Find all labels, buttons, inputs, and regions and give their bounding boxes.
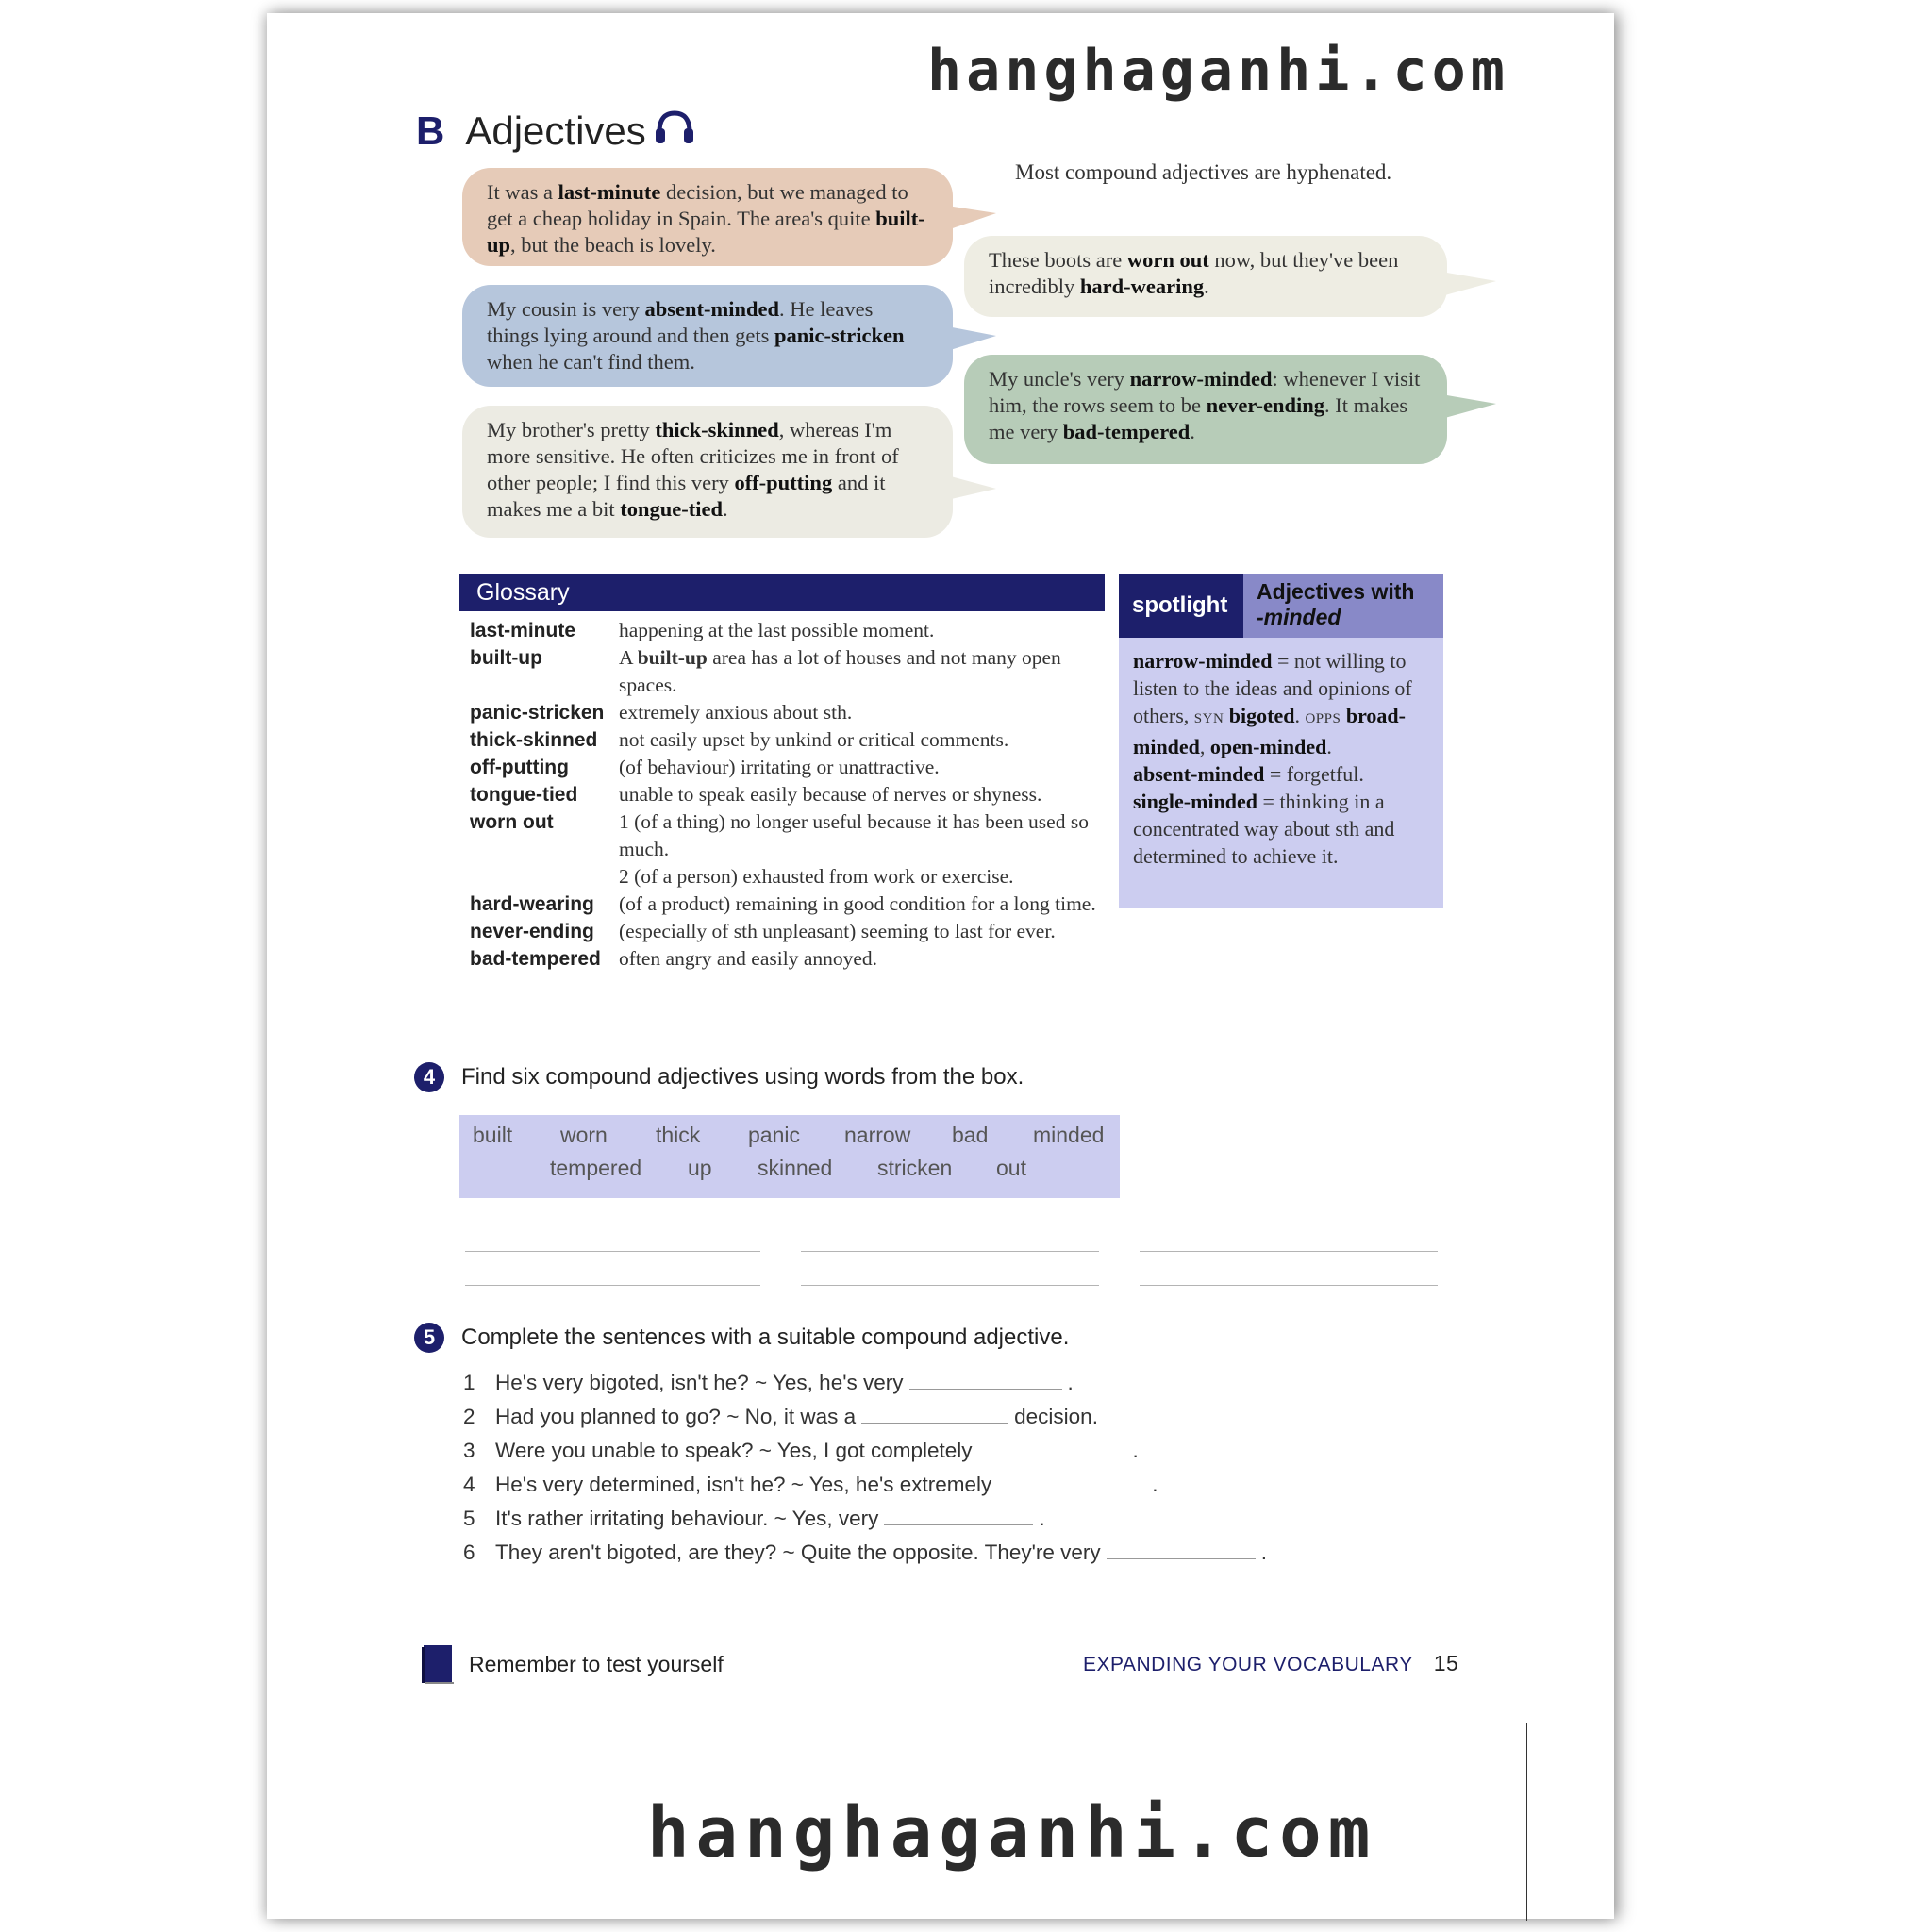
answer-blank[interactable] — [884, 1507, 1033, 1525]
word-box-item: minded — [1033, 1123, 1105, 1147]
compound-note: Most compound adjectives are hyphenated. — [1015, 160, 1392, 184]
answer-blank[interactable] — [1107, 1541, 1256, 1559]
spotlight-title-line2: -minded — [1257, 605, 1341, 629]
glossary-definition — [619, 617, 934, 644]
glossary-definition-line: (of behaviour) irritating or unattractive. — [619, 756, 940, 778]
spotlight-title — [1243, 574, 1443, 638]
text-run: . — [1190, 420, 1195, 443]
sentence-text — [495, 1434, 1139, 1468]
watermark-top: hanghaganhi.com — [927, 38, 1509, 104]
glossary-entry — [459, 617, 1105, 644]
word-box-item: tempered — [550, 1156, 642, 1180]
glossary-entry — [459, 781, 1105, 808]
sentence-prompt: Were you unable to speak? ~ Yes, I got completely — [495, 1439, 973, 1462]
sentence-item — [463, 1502, 1267, 1536]
glossary-term: tongue-tied — [470, 784, 578, 806]
section-title: Adjectives — [465, 108, 646, 153]
speech-bubble-1 — [462, 168, 953, 266]
glossary-definition-line: 1 (of a thing) no longer useful because it has been used so much. — [619, 810, 1089, 860]
section-heading — [416, 108, 695, 155]
word-box-item: bad — [952, 1123, 989, 1147]
text-run: These boots are — [989, 248, 1127, 272]
bold-term: built-up — [487, 207, 925, 257]
exercise-5-number: 5 — [414, 1323, 444, 1353]
sentence-text — [495, 1468, 1158, 1502]
sentence-item — [463, 1434, 1267, 1468]
text-run: and it makes me a bit — [487, 471, 886, 521]
text-run: My uncle's very — [989, 367, 1130, 391]
glossary-entry — [459, 726, 1105, 754]
text-run: . It makes me very — [989, 393, 1408, 443]
sentence-ending: decision. — [1014, 1405, 1098, 1428]
glossary-definition — [619, 781, 1041, 808]
sentence-item — [463, 1400, 1267, 1434]
glossary-definition-line: (of a product) remaining in good condition for a long time. — [619, 892, 1096, 915]
glossary-term: panic-stricken — [470, 702, 605, 724]
sentence-ending: . — [1039, 1507, 1045, 1530]
glossary-definition — [619, 699, 852, 726]
text-run: , — [1199, 735, 1210, 758]
glossary-entry — [459, 945, 1105, 973]
glossary-definition-line: happening at the last possible moment. — [619, 619, 935, 641]
sentence-item — [463, 1536, 1267, 1570]
exercise-4-number: 4 — [414, 1062, 444, 1092]
sentence-number: 4 — [463, 1473, 475, 1496]
text-run: My cousin is very — [487, 297, 645, 321]
bold-term: panic-stricken — [774, 324, 905, 347]
text-run: : whenever I visit him, the rows seem to be — [989, 367, 1421, 417]
bold-term: off-putting — [734, 471, 833, 494]
glossary-definition — [619, 808, 1105, 891]
bold-term: narrow-minded — [1133, 649, 1273, 673]
page-edge-rule — [1526, 1723, 1527, 1921]
sentence-number: 3 — [463, 1439, 475, 1462]
text-run: = thinking in a concentrated way about sth and determined to achieve it. — [1133, 790, 1395, 868]
sentence-prompt: He's very determined, isn't he? ~ Yes, he's extremely — [495, 1473, 992, 1496]
text-run: when he can't find them. — [487, 350, 695, 374]
bold-term: worn out — [1126, 248, 1209, 272]
spotlight-panel — [1119, 574, 1443, 908]
speech-bubble-4 — [964, 236, 1447, 317]
notebook-icon — [420, 1643, 458, 1685]
glossary-definition — [619, 891, 1096, 918]
text-run: SYN — [1193, 711, 1224, 726]
glossary-entry — [459, 699, 1105, 726]
exercise-5-heading — [414, 1323, 1069, 1353]
answer-blank[interactable] — [978, 1440, 1127, 1457]
word-box-item: thick — [656, 1123, 701, 1147]
bold-term: built-up — [637, 646, 708, 669]
text-run: , whereas I'm more sensitive. He often criticizes me in front of other people; I find this very — [487, 418, 899, 494]
text-run: , but the beach is lovely. — [510, 233, 716, 257]
answer-line[interactable] — [465, 1285, 760, 1286]
sentence-number: 5 — [463, 1507, 475, 1530]
text-run: . — [1294, 704, 1306, 727]
sentence-prompt: It's rather irritating behaviour. ~ Yes, very — [495, 1507, 879, 1530]
bubble-tail-3 — [947, 472, 996, 506]
word-box-item: worn — [560, 1123, 608, 1147]
text-run: decision, but we managed to get a cheap holiday in Spain. The area's quite — [487, 180, 908, 230]
running-title: EXPANDING YOUR VOCABULARY — [1083, 1654, 1413, 1675]
bold-term: hard-wearing — [1079, 275, 1205, 298]
sentence-text — [495, 1536, 1267, 1570]
text-run: . — [1326, 735, 1332, 758]
glossary-term: built-up — [470, 647, 542, 669]
sentence-text — [495, 1366, 1074, 1400]
speech-bubble-3 — [462, 406, 953, 538]
sentence-ending: . — [1260, 1541, 1267, 1564]
glossary-panel — [459, 574, 1105, 973]
bold-term: never-ending — [1206, 393, 1325, 417]
word-box — [459, 1115, 1120, 1198]
word-box-item: built — [473, 1123, 513, 1147]
glossary-definition — [619, 726, 1008, 754]
speech-bubble-5 — [964, 355, 1447, 464]
speech-bubble-2 — [462, 285, 953, 387]
glossary-definition — [619, 754, 940, 781]
text-run: It was a — [487, 180, 558, 204]
glossary-entry — [459, 754, 1105, 781]
exercise-4-heading — [414, 1062, 1024, 1092]
answer-blank[interactable] — [909, 1372, 1062, 1390]
glossary-definition-line: (especially of sth unpleasant) seeming to last for ever. — [619, 920, 1056, 942]
text-run: . He leaves things lying around and then gets — [487, 297, 874, 347]
footer-reminder — [420, 1643, 724, 1685]
word-box-item: panic — [748, 1123, 800, 1147]
sentence-number: 1 — [463, 1371, 475, 1394]
glossary-entry — [459, 808, 1105, 891]
text-run: My brother's pretty — [487, 418, 656, 441]
glossary-definition-line: 2 (of a person) exhausted from work or exercise. — [619, 865, 1014, 888]
text-run: area has a lot of houses and not many open spaces. — [619, 646, 1061, 696]
headphones-icon[interactable] — [654, 108, 695, 155]
spotlight-header — [1119, 574, 1443, 638]
sentence-prompt: They aren't bigoted, are they? ~ Quite the opposite. They're very — [495, 1541, 1101, 1564]
page-number: 15 — [1433, 1651, 1459, 1675]
text-run: . — [1204, 275, 1209, 298]
bold-term: open-minded — [1209, 735, 1327, 758]
bubble-tail-5 — [1441, 391, 1496, 425]
bold-term: thick-skinned — [655, 418, 779, 441]
bold-term: single-minded — [1133, 790, 1258, 813]
word-box-item: narrow — [844, 1123, 911, 1147]
bold-term: narrow-minded — [1129, 367, 1273, 391]
glossary-term: off-putting — [470, 757, 569, 778]
bold-term: broad-minded — [1133, 704, 1406, 758]
glossary-title: Glossary — [459, 574, 1105, 611]
spotlight-label: spotlight — [1119, 574, 1243, 638]
sentence-item — [463, 1468, 1267, 1502]
glossary-entry — [459, 891, 1105, 918]
answer-line[interactable] — [1140, 1251, 1438, 1252]
text-run: OPPS — [1305, 711, 1341, 726]
sentence-ending: . — [1067, 1371, 1074, 1394]
bold-term: absent-minded — [644, 297, 780, 321]
glossary-definition-line: not easily upset by unkind or critical comments. — [619, 728, 1009, 751]
sentence-ending: . — [1152, 1473, 1158, 1496]
glossary-definition — [619, 918, 1056, 945]
answer-line[interactable] — [1140, 1285, 1438, 1286]
section-letter: B — [416, 108, 445, 153]
bubble-tail-1 — [947, 202, 996, 236]
word-box-item: skinned — [758, 1156, 833, 1180]
bold-term: absent-minded — [1133, 762, 1265, 786]
text-run: . — [722, 497, 728, 521]
sentence-number: 6 — [463, 1541, 475, 1564]
text-run: = not willing to listen to the ideas and opinions of others, — [1133, 649, 1412, 727]
sentence-text — [495, 1400, 1098, 1434]
bold-term: last-minute — [558, 180, 661, 204]
footer-running-title — [1083, 1651, 1458, 1676]
glossary-term: last-minute — [470, 620, 576, 641]
answer-line[interactable] — [801, 1285, 1099, 1286]
sentence-number: 2 — [463, 1405, 475, 1428]
glossary-term: never-ending — [470, 921, 594, 942]
sentence-text — [495, 1502, 1045, 1536]
glossary-list — [459, 611, 1105, 973]
glossary-definition-line: often angry and easily annoyed. — [619, 947, 878, 970]
sentence-ending: . — [1132, 1439, 1139, 1462]
exercise-5-instruction: Complete the sentences with a suitable compound adjective. — [461, 1324, 1070, 1350]
exercise-4-instruction: Find six compound adjectives using words from the box. — [461, 1064, 1024, 1090]
glossary-term: bad-tempered — [470, 948, 601, 970]
glossary-entry — [459, 918, 1105, 945]
exercise-5-sentences — [463, 1366, 1267, 1570]
spotlight-title-line1: Adjectives with — [1257, 579, 1415, 604]
text-run: A — [619, 646, 638, 669]
footer-reminder-text: Remember to test yourself — [469, 1651, 724, 1676]
bold-term: tongue-tied — [620, 497, 723, 521]
glossary-term: worn out — [470, 811, 554, 833]
glossary-definition-line: extremely anxious about sth. — [619, 701, 853, 724]
glossary-definition — [619, 945, 877, 973]
text-run: = forgetful. — [1264, 762, 1364, 786]
glossary-term: thick-skinned — [470, 729, 598, 751]
glossary-definition — [619, 644, 1105, 699]
glossary-definition-line: unable to speak easily because of nerves or shyness. — [619, 783, 1042, 806]
glossary-term: hard-wearing — [470, 893, 594, 915]
answer-blank[interactable] — [861, 1406, 1008, 1424]
word-box-item: out — [996, 1156, 1026, 1180]
sentence-item — [463, 1366, 1267, 1400]
bold-term: bigoted — [1228, 704, 1295, 727]
answer-line[interactable] — [801, 1251, 1099, 1252]
answer-line[interactable] — [465, 1251, 760, 1252]
sentence-prompt: He's very bigoted, isn't he? ~ Yes, he's very — [495, 1371, 904, 1394]
sentence-prompt: Had you planned to go? ~ No, it was a — [495, 1405, 857, 1428]
text-run: now, but they've been incredibly — [989, 248, 1399, 298]
watermark-bottom: hanghaganhi.com — [647, 1792, 1377, 1874]
word-box-item: stricken — [877, 1156, 953, 1180]
spotlight-body — [1119, 638, 1443, 870]
answer-blank[interactable] — [997, 1474, 1146, 1491]
bubble-tail-2 — [947, 323, 996, 357]
bold-term: bad-tempered — [1062, 420, 1191, 443]
bubble-tail-4 — [1441, 268, 1496, 302]
glossary-entry — [459, 644, 1105, 699]
word-box-item: up — [688, 1156, 712, 1180]
